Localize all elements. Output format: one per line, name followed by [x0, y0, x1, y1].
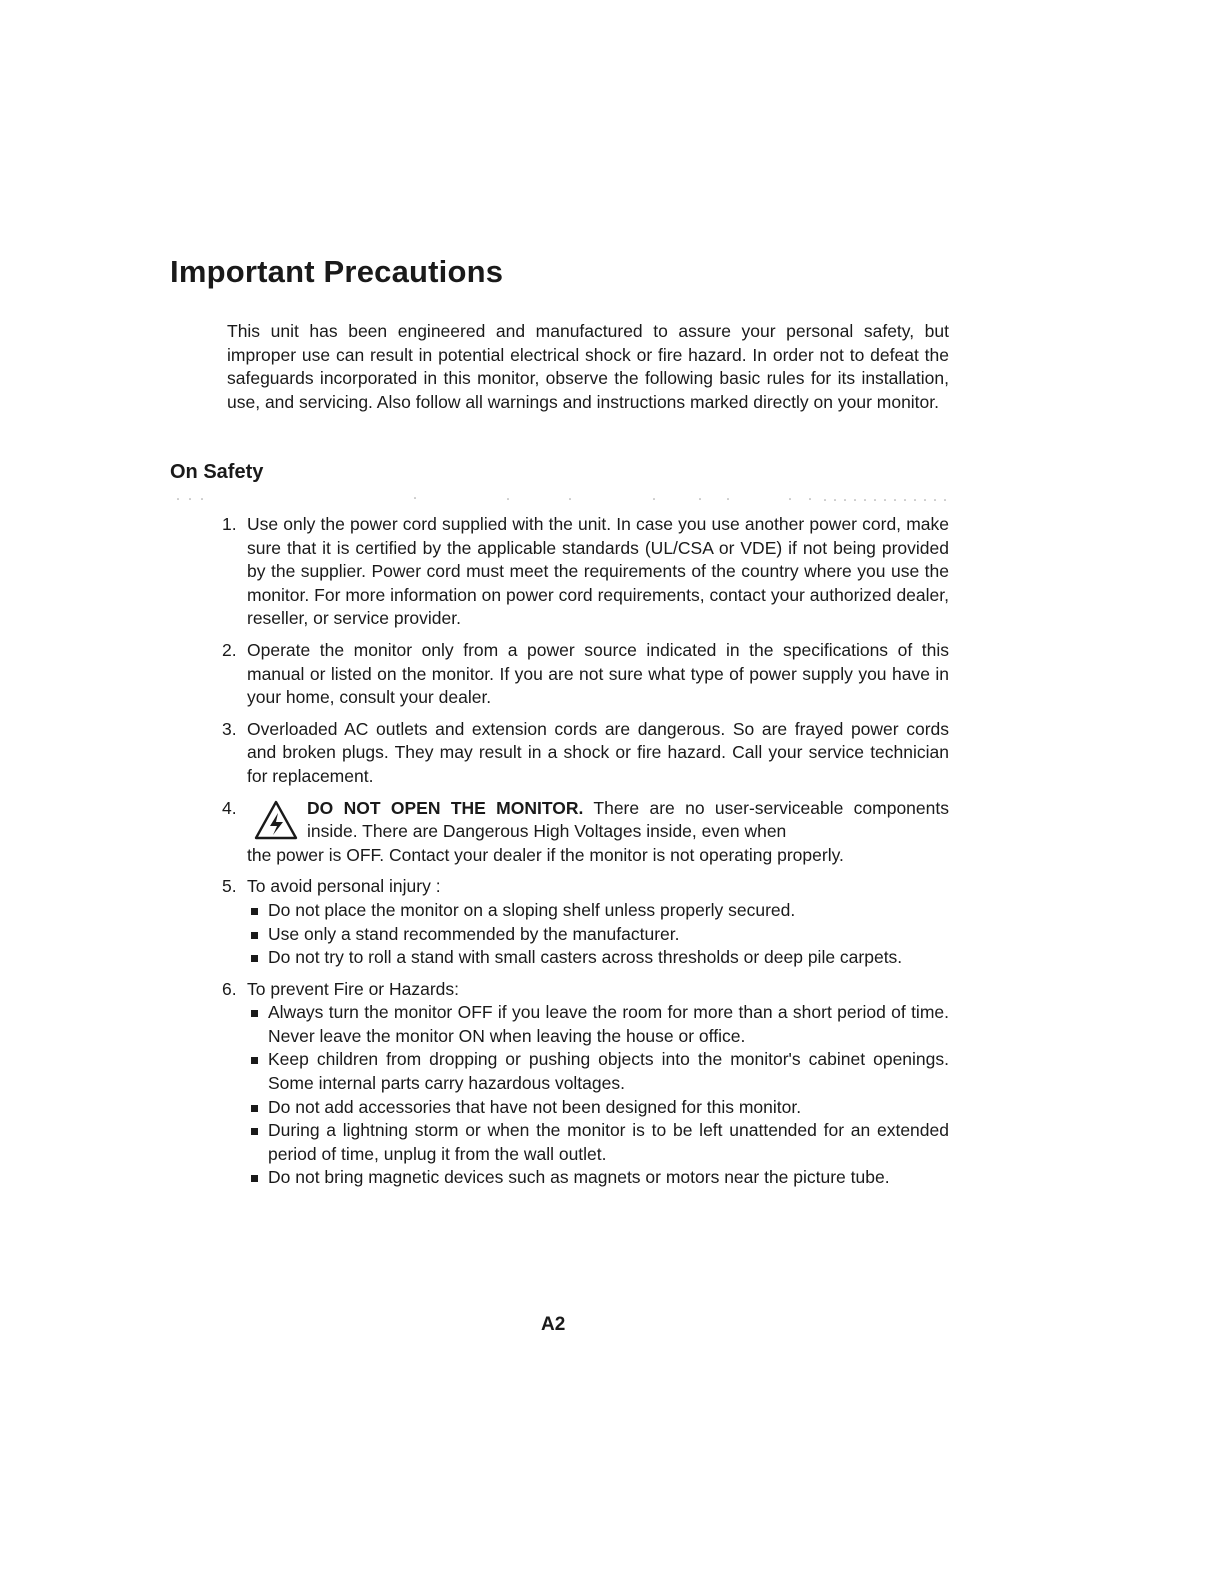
bullet-text: Keep children from dropping or pushing objects into the monitor's cabinet openings. Some internal parts carry hazardous voltages. [268, 1049, 949, 1094]
section-heading-on-safety: On Safety [170, 461, 264, 483]
bullet-list [247, 1001, 949, 1190]
bullet-text: Do not add accessories that have not been designed for this monitor. [268, 1096, 802, 1117]
item-text: Operate the monitor only from a power source indicated in the specifications of this manual or listed on the monitor. If you are not sure what type of power supply you have in your home, consult your dealer. [247, 639, 949, 708]
item-number: 1. [222, 514, 237, 534]
warning-line [247, 797, 949, 844]
bullet-text: During a lightning storm or when the monitor is to be left unattended for an extended period of time, unplug it from the wall outlet. [268, 1120, 949, 1164]
item-text: Overloaded AC outlets and extension cords are dangerous. So are frayed power cords and broken plugs. They may result in a shock or fire hazard. Call your service technician for replacement. [247, 718, 949, 786]
item-number: 5. [222, 876, 237, 897]
list-item [222, 513, 949, 631]
item-number: 2. [222, 639, 237, 660]
safety-list [222, 513, 949, 1198]
list-item [222, 718, 949, 789]
bullet-item [247, 1048, 949, 1095]
square-bullet-icon [251, 1128, 258, 1135]
scan-noise-divider [170, 496, 952, 502]
bullet-list [247, 899, 949, 970]
item-text: To avoid personal injury : [247, 876, 441, 897]
item-number: 4. [222, 797, 237, 818]
bullet-text: Do not try to roll a stand with small casters across thresholds or deep pile carpets. [268, 947, 903, 968]
item-number: 6. [222, 978, 237, 999]
list-item [222, 639, 949, 710]
bullet-item [247, 1096, 949, 1120]
list-item [222, 797, 949, 868]
intro-paragraph: This unit has been engineered and manufactured to assure your personal safety, but improper use can result in potential electrical shock or fire hazard. In order not to defeat the safeguards incorporated in this monitor, observe the following basic rules for its installation, use, and servicing. Also follow all warnings and instructions marked directly on your monitor. [227, 321, 949, 412]
bullet-item [247, 1001, 949, 1048]
bullet-text: Do not place the monitor on a sloping shelf unless properly secured. [268, 899, 796, 920]
square-bullet-icon [251, 955, 258, 962]
bullet-item [247, 899, 949, 923]
square-bullet-icon [251, 1105, 258, 1112]
item-text: Use only the power cord supplied with the unit. In case you use another power cord, make sure that it is certified by the applicable standards (UL/CSA or VDE) if not being provided by the supplier. Power cord must meet the requirements of the country where you use the monitor. For more information on power cord requirements, contact your authorized dealer, reseller, or service provider. [247, 514, 949, 629]
bullet-item [247, 1166, 949, 1190]
square-bullet-icon [251, 1175, 258, 1182]
bullet-text: Use only a stand recommended by the manufacturer. [268, 923, 680, 944]
list-item [222, 875, 949, 969]
warning-body-text: There are no user-serviceable components inside. There are Dangerous High Voltages inside, even when [307, 797, 949, 842]
square-bullet-icon [251, 908, 258, 915]
item-text: To prevent Fire or Hazards: [247, 978, 460, 999]
warning-continuation: the power is OFF. Contact your dealer if the monitor is not operating properly. [247, 844, 844, 865]
high-voltage-warning-icon [253, 799, 299, 841]
bullet-item [247, 1119, 949, 1166]
bullet-text: Do not bring magnetic devices such as magnets or motors near the picture tube. [268, 1167, 890, 1188]
warning-strong-text: DO NOT OPEN THE MONITOR. [307, 797, 584, 818]
square-bullet-icon [251, 932, 258, 939]
bullet-item [247, 923, 949, 947]
item-number: 3. [222, 718, 237, 739]
bullet-text: Always turn the monitor OFF if you leave the room for more than a short period of time. Never leave the monitor ON when leaving the house or office. [268, 1002, 949, 1046]
square-bullet-icon [251, 1057, 258, 1064]
square-bullet-icon [251, 1010, 258, 1017]
bullet-item [247, 946, 949, 970]
page-number: A2 [541, 1314, 566, 1335]
list-item [222, 978, 949, 1190]
warning-text [307, 797, 949, 844]
page-title: Important Precautions [170, 254, 504, 289]
